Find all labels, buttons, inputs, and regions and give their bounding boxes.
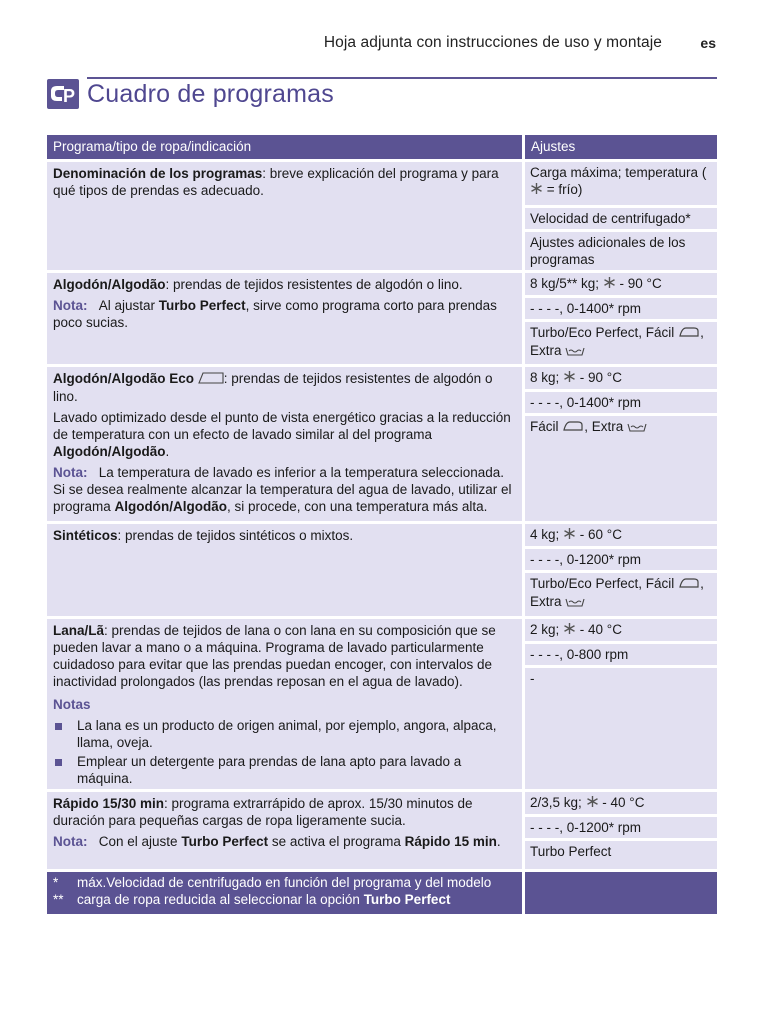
snowflake-cold-icon xyxy=(586,795,599,812)
settings-text: Extra xyxy=(530,593,566,609)
program-settings xyxy=(522,619,717,789)
settings-spin: Velocidad de centrifugado* xyxy=(525,205,717,229)
program-table-icon xyxy=(47,79,79,109)
snowflake-cold-icon xyxy=(563,527,576,544)
settings-options xyxy=(525,413,717,521)
footnote-emphasis: Turbo Perfect xyxy=(363,892,451,907)
table-row xyxy=(47,789,717,869)
program-name: Lana/Lã xyxy=(53,623,105,638)
program-description xyxy=(47,524,522,616)
note-text: Al ajustar xyxy=(98,298,159,313)
note-label: Nota: xyxy=(53,834,88,849)
list-item: La lana es un producto de origen animal, por ejemplo, angora, alpaca, llama, oveja. xyxy=(53,717,516,751)
program-description xyxy=(47,367,522,521)
header-rule xyxy=(87,77,717,79)
settings-text: Fácil xyxy=(530,418,563,434)
settings-text: 8 kg/5** kg; xyxy=(530,276,603,291)
settings-load-temp xyxy=(525,619,717,641)
footnote-text: carga de ropa reducida al seleccionar la opción xyxy=(77,892,364,907)
program-name: Denominación de los programas xyxy=(53,166,263,181)
settings-text: , Extra xyxy=(584,418,628,434)
footnote-mark: ** xyxy=(53,892,64,907)
settings-options xyxy=(525,570,717,616)
table-row xyxy=(47,616,717,789)
program-description xyxy=(47,162,522,270)
iron-easy-icon xyxy=(562,419,584,436)
note-text: , si procede, con una temperatura más alta. xyxy=(227,498,488,514)
settings-text: - 40 °C xyxy=(598,795,645,810)
program-settings xyxy=(522,524,717,616)
program-text: : prendas de tejidos de lana o con lana en su composición que se pueden lavar a mano o a máquina. Programa de lavado particularmente cuidadoso para evitar que las prendas puedan encoger, con intervalos de inactividad prolongados (las prendas reposan en el agua de lavado). xyxy=(53,623,496,689)
program-description xyxy=(47,619,522,789)
iron-easy-icon xyxy=(678,576,700,593)
program-name: Algodón/Algodão Eco xyxy=(53,371,194,386)
program-settings xyxy=(522,792,717,869)
footnote-text: máx.Velocidad de centrifugado en función del programa y del modelo xyxy=(77,875,492,890)
settings-load-temp xyxy=(525,162,717,205)
notes-list xyxy=(53,717,516,787)
header-title: Hoja adjunta con instrucciones de uso y montaje xyxy=(323,34,662,51)
note-emphasis: Turbo Perfect xyxy=(181,834,269,849)
snowflake-cold-icon xyxy=(563,622,576,639)
settings-options: Turbo Perfect xyxy=(525,838,717,869)
settings-text: Extra xyxy=(530,342,566,358)
settings-spin: - - - -, 0-1200* rpm xyxy=(525,546,717,570)
settings-text: 2/3,5 kg; xyxy=(530,795,586,810)
program-reference: Algodón/Algodão xyxy=(53,443,166,459)
eco-rectangle-icon xyxy=(198,371,224,388)
footnotes-spacer xyxy=(522,872,717,914)
table-row xyxy=(47,270,717,364)
settings-text: - 40 °C xyxy=(576,622,622,637)
program-description xyxy=(47,273,522,364)
footnotes xyxy=(47,869,717,914)
footnotes-text xyxy=(47,872,522,914)
snowflake-cold-icon xyxy=(563,370,576,387)
column-header-program: Programa/tipo de ropa/indicación xyxy=(53,139,252,154)
program-name: Sintéticos xyxy=(53,528,118,543)
program-name: Algodón/Algodão xyxy=(53,277,166,292)
note-label: Nota: xyxy=(53,298,88,313)
program-text: Lavado optimizado desde el punto de vista energético gracias a la reducción de temperatura con un efecto de lavado similar al del programa xyxy=(53,409,511,442)
program-text: : prendas de tejidos resistentes de algodón o lino. xyxy=(165,277,463,292)
list-item: Emplear un detergente para prendas de lana apto para lavado a máquina. xyxy=(53,753,516,787)
note-text: . xyxy=(496,834,501,849)
settings-text: = frío) xyxy=(543,182,583,197)
program-text: : programa extrarrápido de aprox. 15/30 minutos de duración para pequeñas cargas de ropa ligeramente sucia. xyxy=(53,796,473,828)
language-code: es xyxy=(700,35,716,51)
extra-rinse-icon xyxy=(627,419,647,436)
note-text: , sirve como programa corto para prendas poco sucias. xyxy=(53,298,497,330)
settings-text: - 90 °C xyxy=(576,370,622,385)
table-row xyxy=(47,364,717,521)
note-text: Con el ajuste xyxy=(98,834,182,849)
settings-text: Turbo/Eco Perfect, Fácil xyxy=(530,575,679,591)
settings-options: Ajustes adicionales de los programas xyxy=(525,229,717,270)
footnote-mark: * xyxy=(53,875,59,890)
settings-text: , xyxy=(700,575,704,591)
settings-text: 8 kg; xyxy=(530,370,564,385)
table-header xyxy=(47,135,717,159)
settings-text: Turbo/Eco Perfect, Fácil xyxy=(530,324,679,340)
program-name: Rápido 15/30 min xyxy=(53,796,165,811)
settings-options: - xyxy=(525,665,717,789)
table-row xyxy=(47,159,717,270)
svg-text:P: P xyxy=(63,86,76,106)
note-text: La temperatura de lavado es inferior a la temperatura seleccionada. Si se desea realmente alcanzar la temperatura del agua de lavado, utilizar el programa xyxy=(53,464,512,514)
table-row xyxy=(47,521,717,616)
note-emphasis: Rápido 15 min xyxy=(404,834,497,849)
program-text: . xyxy=(165,443,170,459)
settings-load-temp xyxy=(525,524,717,546)
program-settings xyxy=(522,273,717,364)
iron-easy-icon xyxy=(678,325,700,342)
settings-spin: - - - -, 0-1200* rpm xyxy=(525,814,717,838)
extra-rinse-icon xyxy=(565,343,585,360)
program-text: : prendas de tejidos resistentes de algodón o lino. xyxy=(53,371,493,404)
settings-spin: - - - -, 0-1400* rpm xyxy=(525,389,717,413)
note-emphasis: Turbo Perfect xyxy=(158,298,246,313)
note-emphasis: Algodón/Algodão xyxy=(114,498,228,514)
settings-load-temp xyxy=(525,367,717,389)
settings-load-temp xyxy=(525,273,717,295)
settings-text: - 60 °C xyxy=(576,527,622,542)
settings-text: 4 kg; xyxy=(530,527,564,542)
program-text: : prendas de tejidos sintéticos o mixtos. xyxy=(117,528,354,543)
notes-label: Notas xyxy=(53,697,91,712)
settings-spin: - - - -, 0-1400* rpm xyxy=(525,295,717,319)
note-label: Nota: xyxy=(53,464,88,480)
column-header-settings: Ajustes xyxy=(522,135,717,159)
program-settings xyxy=(522,367,717,521)
page-title: Cuadro de programas xyxy=(87,80,334,108)
page-header xyxy=(0,34,768,54)
settings-options xyxy=(525,319,717,364)
snowflake-cold-icon xyxy=(530,182,543,199)
settings-text: - 90 °C xyxy=(615,276,662,291)
note-text: se activa el programa xyxy=(268,834,405,849)
settings-spin: - - - -, 0-800 rpm xyxy=(525,641,717,665)
program-description xyxy=(47,792,522,869)
snowflake-cold-icon xyxy=(603,276,616,293)
settings-text: Carga máxima; temperatura ( xyxy=(530,165,707,180)
settings-load-temp xyxy=(525,792,717,814)
program-table xyxy=(47,135,717,914)
program-text: : breve explicación del programa y para qué tipos de prendas es adecuado. xyxy=(53,166,499,198)
extra-rinse-icon xyxy=(565,594,585,611)
program-settings xyxy=(522,162,717,270)
settings-text: , xyxy=(700,324,704,340)
settings-text: 2 kg; xyxy=(530,622,564,637)
